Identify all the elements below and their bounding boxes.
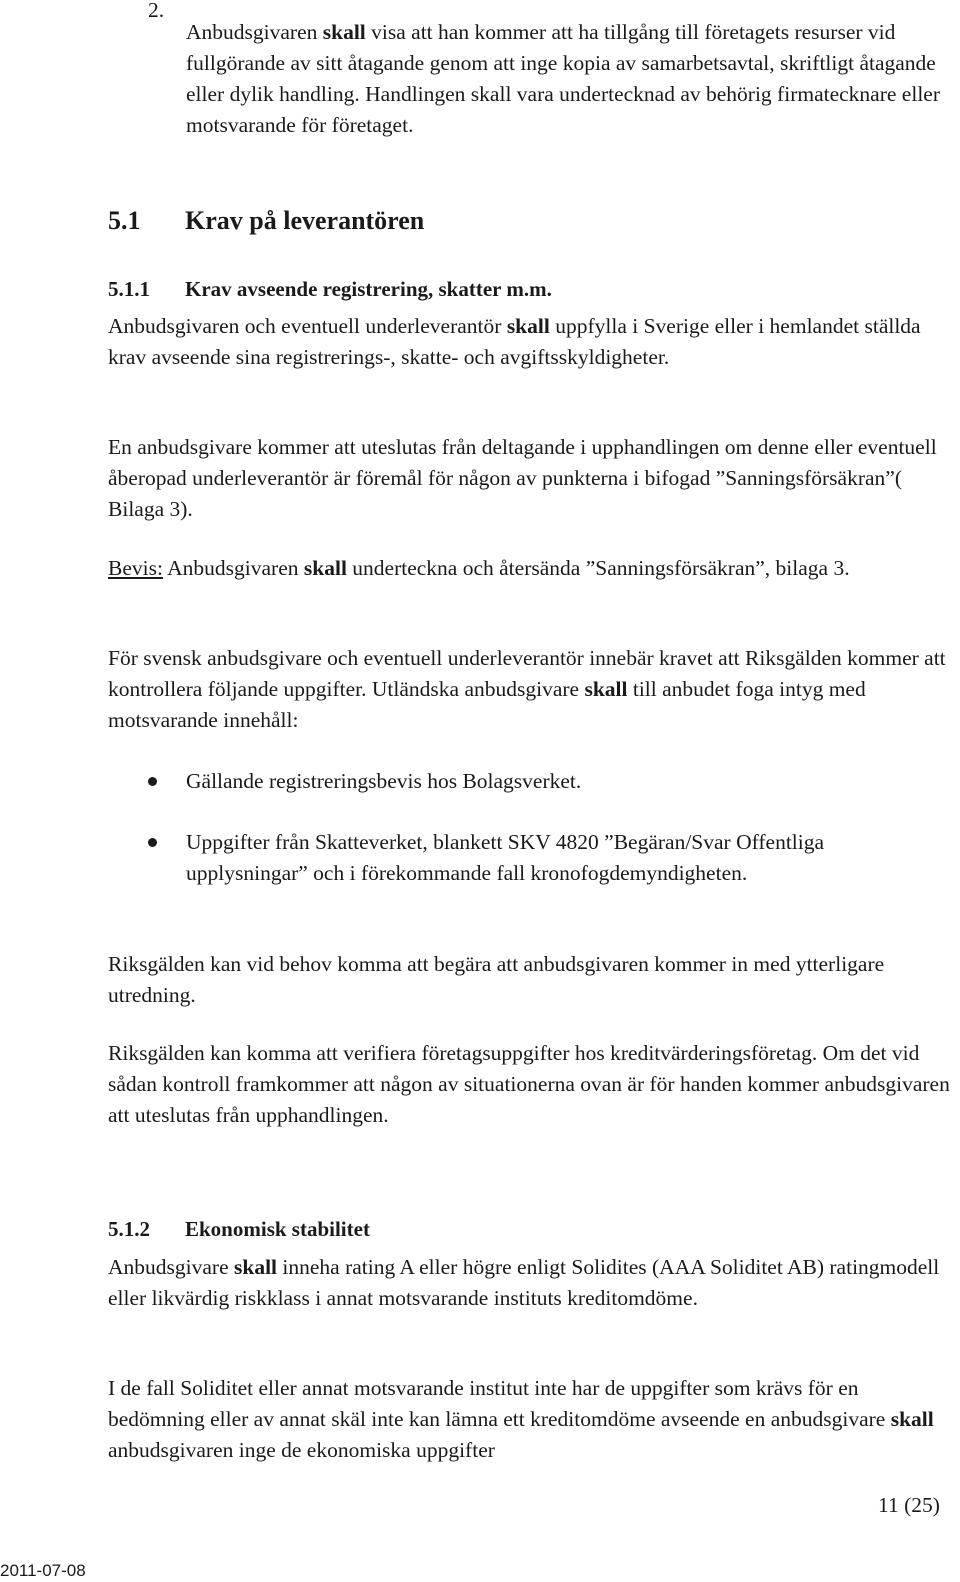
bullet-dot-icon (148, 777, 157, 786)
emphasis: skall (506, 314, 550, 338)
text-part: anbudsgivaren inge de ekonomiska uppgifter (108, 1438, 495, 1462)
section-title: Ekonomisk stabilitet (185, 1217, 370, 1241)
paragraph-6: Riksgälden kan komma att verifiera företagsuppgifter hos kreditvärderingsföretag. Om det vid sådan kontroll framkommer att någon av situationerna ovan är för handen kommer anbudsgivaren att uteslutas från upphandlingen. (108, 1041, 950, 1127)
page-number: 11 (25) (878, 1493, 940, 1517)
emphasis: skall (584, 677, 628, 701)
list-item-text-part: visa att han kommer att ha tillgång till företagets resurser vid fullgörande av sitt åtagande genom att inge kopia av samarbetsavtal, skriftligt åtagande eller dylik handling. Handlingen skall vara undertecknad av behörig firmatecknare eller motsvarande för företaget. (186, 19, 940, 137)
emphasis: skall (303, 556, 347, 580)
text-part: För svensk anbudsgivare och eventuell underleverantör innebär kravet att Riksgälden kommer att kontrollera följande uppgifter. Utländska anbudsgivare (108, 646, 946, 701)
paragraph-8 (108, 1373, 953, 1466)
proof-label: Bevis: (108, 556, 163, 580)
document-date: 2011-07-08 (0, 1561, 86, 1580)
emphasis: skall (890, 1407, 934, 1431)
section-number: 5.1.2 (108, 1217, 150, 1241)
section-title: Krav på leverantören (185, 206, 425, 235)
section-number: 5.1.1 (108, 277, 150, 301)
section-heading-5-1-1 (108, 274, 552, 304)
text-part: Anbudsgivaren (162, 556, 304, 580)
paragraph-1 (108, 311, 953, 373)
paragraph-3 (108, 553, 953, 584)
section-heading-5-1 (108, 204, 424, 238)
text-part: till anbudet foga intyg med motsvarande innehåll: (108, 677, 866, 732)
section-title: Krav avseende registrering, skatter m.m. (185, 277, 552, 301)
paragraph-2: En anbudsgivare kommer att uteslutas från deltagande i upphandlingen om denne eller eventuell åberopad underleverantör är föremål för någon av punkterna i bifogad ”Sanningsförsäkran”( Bilaga 3). (108, 435, 937, 521)
text-part: Anbudsgivare (108, 1255, 234, 1279)
bullet-text: Uppgifter från Skatteverket, blankett SKV 4820 ”Begäran/Svar Offentliga upplysningar” och i förekommande fall kronofogdemyndigheten. (186, 830, 825, 885)
section-number: 5.1 (108, 206, 141, 235)
list-item-text (186, 17, 946, 141)
emphasis: skall (322, 19, 366, 44)
emphasis: skall (234, 1255, 278, 1279)
section-heading-5-1-2 (108, 1214, 370, 1244)
paragraph-4 (108, 643, 953, 736)
list-marker: 2. (148, 0, 165, 22)
bullet-text: Gällande registreringsbevis hos Bolagsverket. (186, 769, 582, 793)
text-part: uppfylla i Sverige eller i hemlandet ställda krav avseende sina registrerings-, skatte- och avgiftsskyldigheter. (108, 314, 921, 369)
text-part: inneha rating A eller högre enligt Solidites (AAA Soliditet AB) ratingmodell eller likvärdig riskklass i annat motsvarande instituts kreditomdöme. (108, 1255, 940, 1310)
text-part: underteckna och återsända ”Sanningsförsäkran”, bilaga 3. (346, 556, 850, 580)
bullet-dot-icon (148, 838, 157, 847)
text-part: I de fall Soliditet eller annat motsvarande institut inte har de uppgifter som krävs för en bedömning eller av annat skäl inte kan lämna ett kreditomdöme avseende en anbudsgivare (108, 1376, 891, 1431)
paragraph-5: Riksgälden kan vid behov komma att begära att anbudsgivaren kommer in med ytterligare utredning. (108, 952, 885, 1007)
text-part: Anbudsgivaren och eventuell underleverantör (108, 314, 507, 338)
paragraph-7 (108, 1252, 953, 1314)
list-item-text-part: Anbudsgivaren (186, 19, 323, 44)
